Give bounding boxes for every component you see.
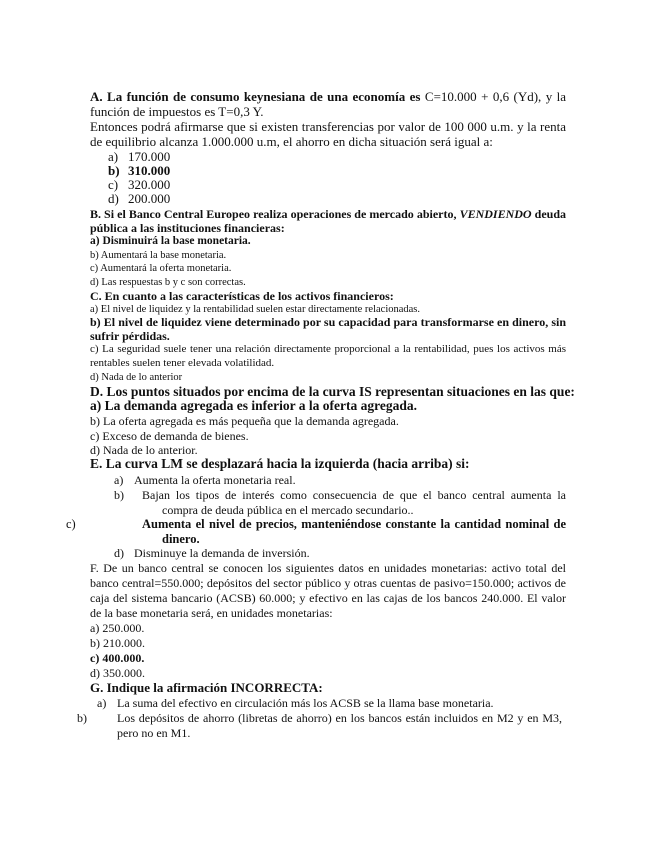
option-text: Bajan los tipos de interés como consecuencia de que el banco central aumenta la compra de deuda pública en el mercado secundario..	[142, 488, 566, 517]
option-label: b)	[77, 711, 87, 725]
option-a-b[interactable]	[108, 164, 584, 179]
option-c-d[interactable]: d) Nada de lo anterior	[90, 372, 183, 383]
question-d: D. Los puntos situados por encima de la curva IS representan situaciones en las que:	[90, 384, 575, 399]
option-f-b[interactable]: b) 210.000.	[90, 636, 145, 650]
option-b-c[interactable]: c) Aumentará la oferta monetaria.	[90, 263, 232, 274]
question-b	[90, 207, 566, 235]
question-b-end: deuda pública a las instituciones financieras:	[90, 207, 567, 235]
option-text: 310.000	[128, 163, 171, 178]
question-b-start: B. Si el Banco Central Europeo realiza operaciones de mercado abierto,	[90, 207, 457, 221]
question-a-bold: A. La función de consumo keynesiana de una economía es	[90, 89, 421, 104]
question-a-rest: C=10.000 + 0,6 (Yd), y la función de impuestos es T=0,3 Y.	[90, 89, 567, 119]
option-a-d[interactable]	[108, 192, 584, 207]
option-label: d)	[114, 546, 124, 560]
option-g-a[interactable]	[97, 696, 573, 710]
option-e-c[interactable]	[66, 517, 566, 547]
option-b-b[interactable]: b) Aumentará la base monetaria.	[90, 250, 227, 261]
option-f-d[interactable]: d) 350.000.	[90, 666, 145, 680]
question-f: F. De un banco central se conocen los siguientes datos en unidades monetarias: activo total del banco central=550.000; depósitos del sector público y otras cuentas de pasivo=150.000; activos de caja del sistema bancario (ACSB) 60.000; y efectivo en las cajas de los bancos 240.000. El valor de la base monetaria será, en unidades monetarias:	[90, 561, 566, 620]
option-e-b[interactable]	[114, 488, 566, 518]
option-label: a)	[108, 149, 119, 164]
question-g: G. Indique la afirmación INCORRECTA:	[90, 680, 323, 695]
option-text: Los depósitos de ahorro (libretas de ahorro) en los bancos están incluidos en M2 y en M3, pero no en M1.	[117, 711, 562, 740]
option-label: d)	[108, 191, 119, 206]
option-a-c[interactable]	[108, 178, 584, 193]
question-b-italic: VENDIENDO	[459, 207, 532, 221]
option-g-b[interactable]	[77, 711, 562, 741]
option-e-d[interactable]	[114, 546, 590, 560]
option-e-a[interactable]	[114, 473, 590, 487]
option-text: Disminuye la demanda de inversión.	[134, 546, 310, 560]
option-d-c[interactable]: c) Exceso de demanda de bienes.	[90, 429, 249, 443]
option-c-c[interactable]: c) La seguridad suele tener una relación directamente proporcional a la rentabilidad, pues los activos más rentables suelen tener elevada volatilidad.	[90, 343, 566, 369]
option-c-b[interactable]: b) El nivel de liquidez viene determinado por su capacidad para transformarse en dinero, sin sufrir pérdidas.	[90, 315, 566, 343]
option-text: 320.000	[128, 177, 171, 192]
option-d-a[interactable]: a) La demanda agregada es inferior a la oferta agregada.	[90, 398, 417, 413]
option-text: Aumenta la oferta monetaria real.	[134, 473, 296, 487]
option-d-d[interactable]: d) Nada de lo anterior.	[90, 443, 198, 457]
option-label: a)	[114, 473, 124, 487]
option-f-c[interactable]: c) 400.000.	[90, 651, 145, 665]
option-label: c)	[108, 177, 119, 192]
option-c-a[interactable]: a) El nivel de liquidez y la rentabilidad suelen estar directamente relacionadas.	[90, 304, 421, 315]
option-a-a[interactable]	[108, 150, 584, 165]
option-label: b)	[114, 488, 124, 502]
option-label: b)	[108, 163, 120, 178]
option-text: Aumenta el nivel de precios, manteniéndose constante la cantidad nominal de dinero.	[142, 517, 566, 546]
option-label: a)	[97, 696, 107, 710]
question-c: C. En cuanto a las características de los activos financieros:	[90, 289, 394, 303]
option-text: La suma del efectivo en circulación más los ACSB se la llama base monetaria.	[117, 696, 494, 710]
option-text: 170.000	[128, 149, 171, 164]
question-e: E. La curva LM se desplazará hacia la izquierda (hacia arriba) si:	[90, 456, 470, 471]
option-label: c)	[66, 517, 76, 531]
option-d-b[interactable]: b) La oferta agregada es más pequeña que la demanda agregada.	[90, 414, 399, 428]
option-b-d[interactable]: d) Las respuestas b y c son correctas.	[90, 277, 246, 288]
option-text: 200.000	[128, 191, 171, 206]
question-a	[90, 90, 566, 119]
option-b-a[interactable]: a) Disminuirá la base monetaria.	[90, 235, 251, 247]
question-a-statement: Entonces podrá afirmarse que si existen transferencias por valor de 100 000 u.m. y la renta de equilibrio alcanza 1.000.000 u.m, el ahorro en dicha situación será igual a:	[90, 119, 566, 149]
option-f-a[interactable]: a) 250.000.	[90, 621, 145, 635]
